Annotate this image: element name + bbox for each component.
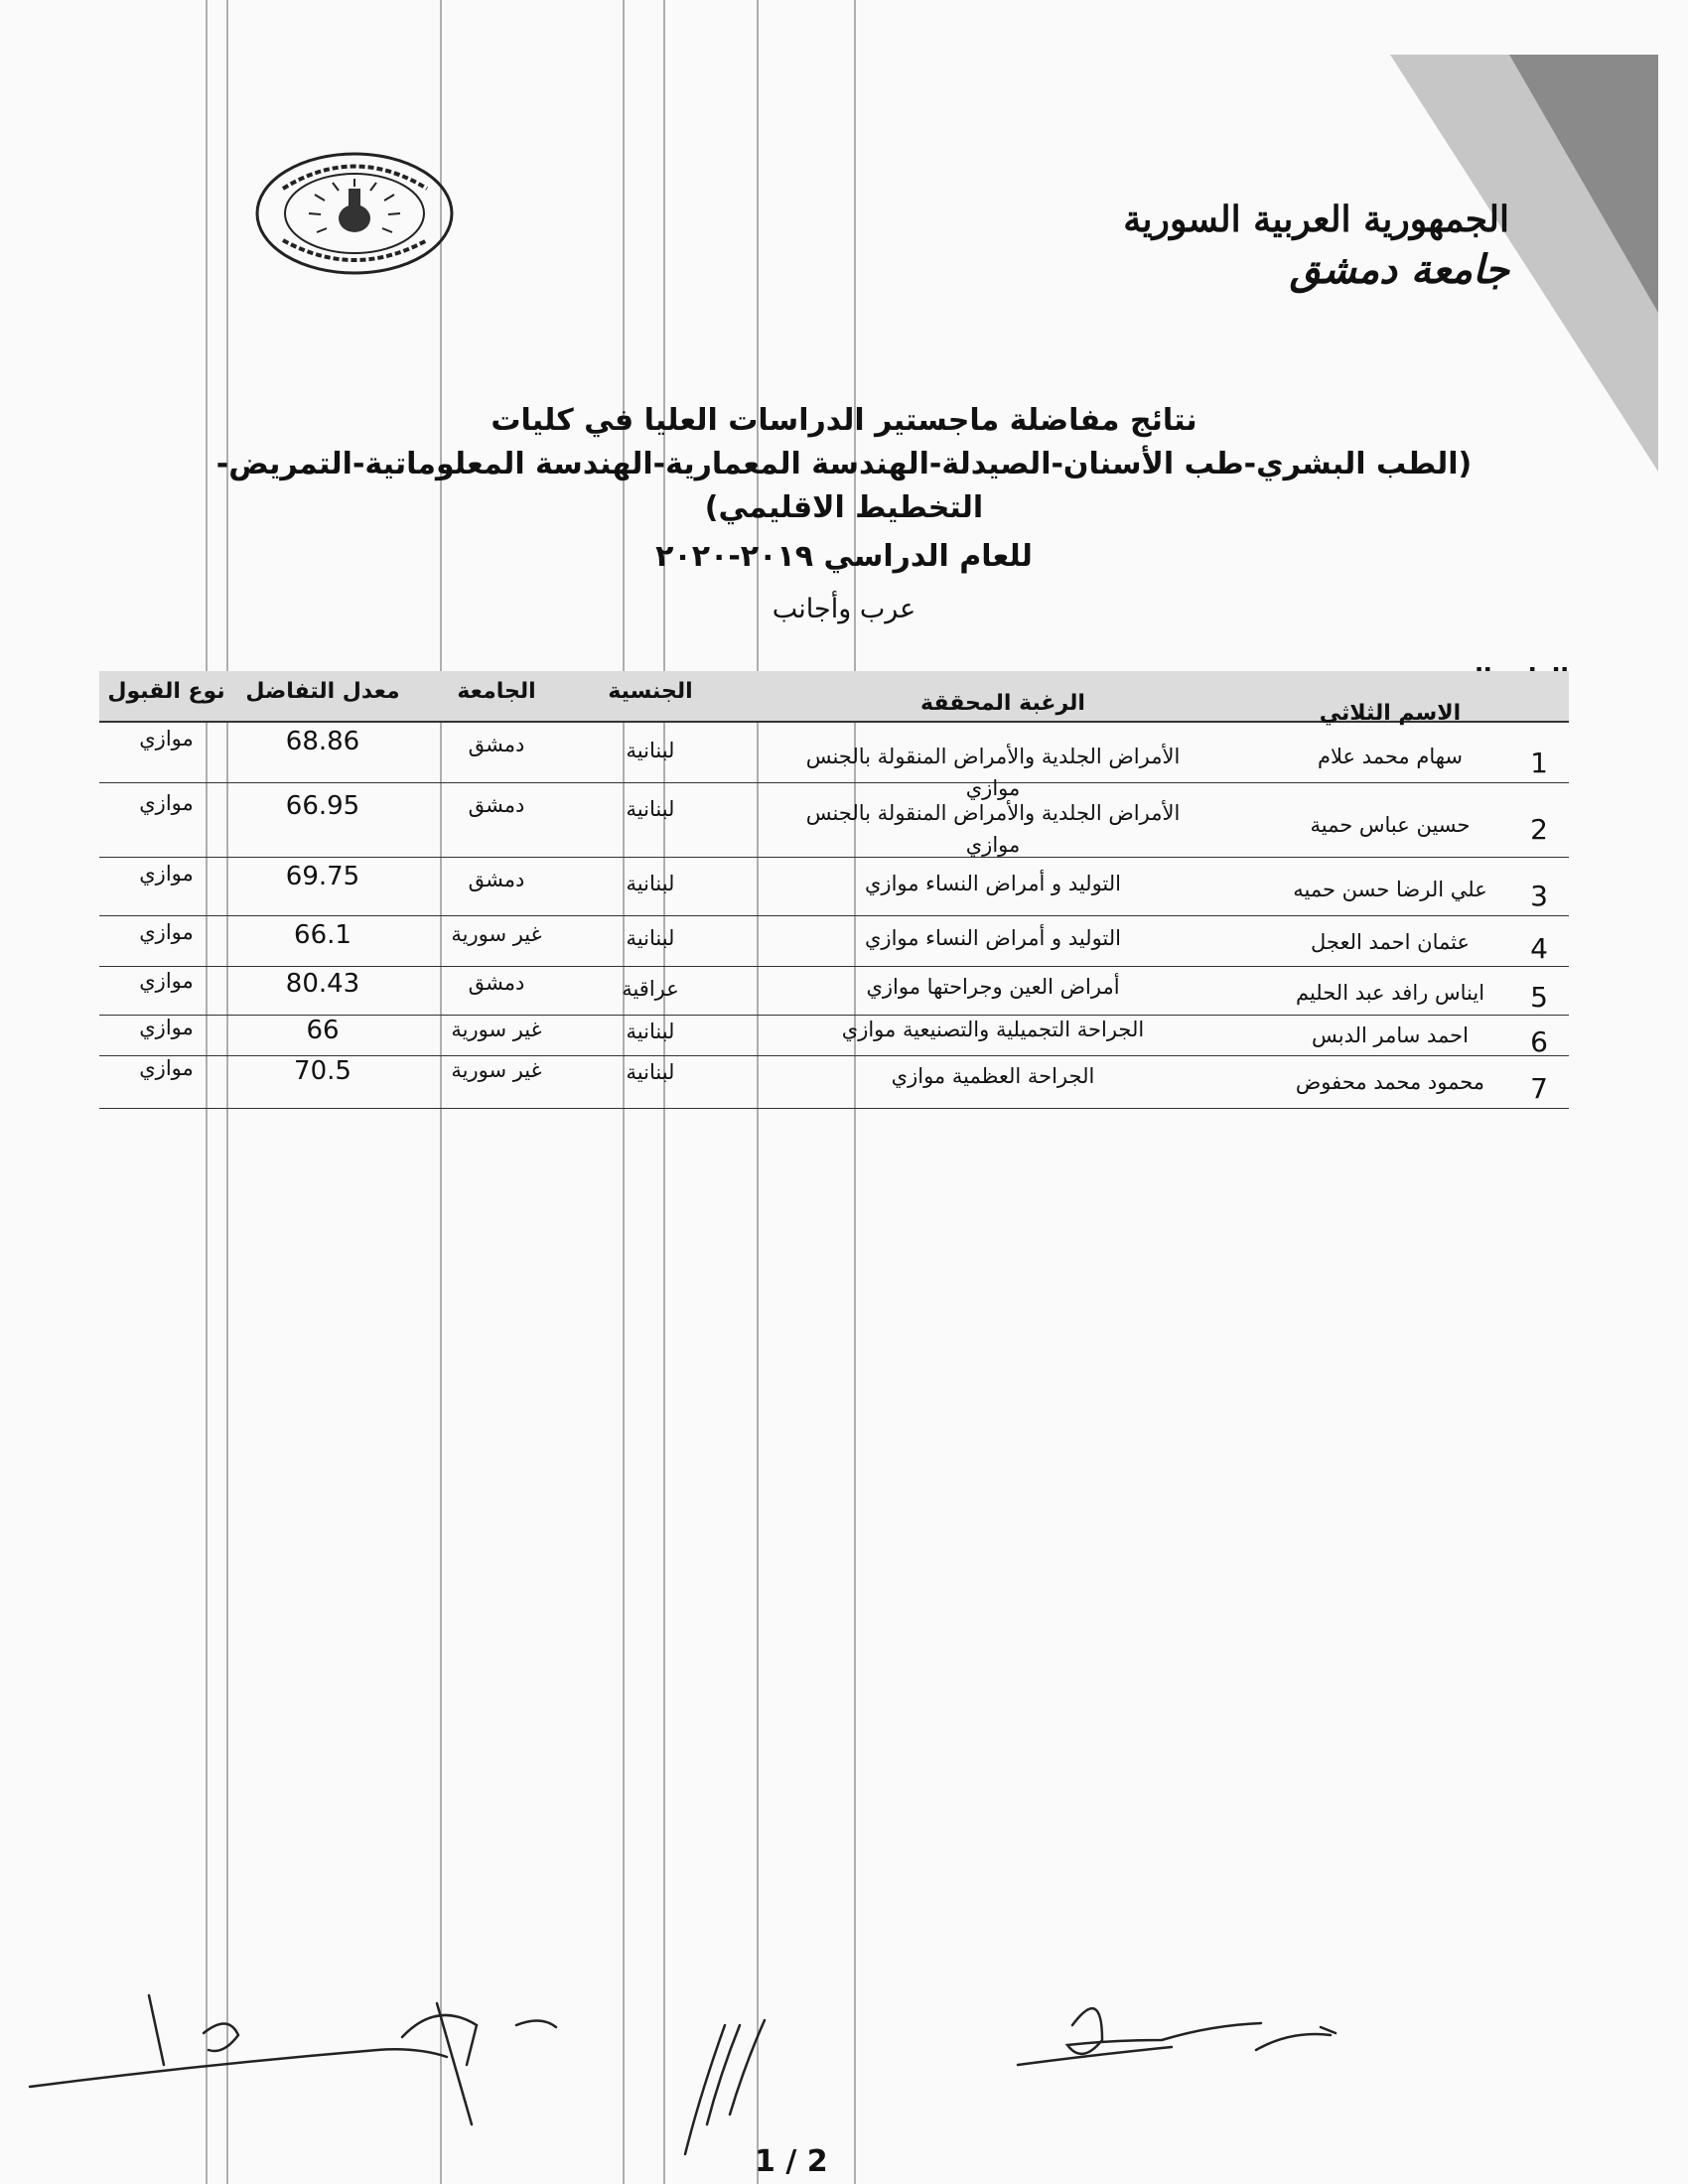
title-line-4: عرب وأجانب [772,594,916,624]
signature-mark [149,1995,164,2065]
university-name: جامعة دمشق [1289,246,1509,293]
achieved-desire: الأمراض الجلدية والأمراض المنقولة بالجنس موازي [805,745,1181,800]
admission-type: موازي [139,1056,194,1080]
achieved-desire: الأمراض الجلدية والأمراض المنقولة بالجنس موازي [805,801,1181,857]
achieved-desire: التوليد و أمراض النساء موازي [865,926,1121,950]
achieved-desire: أمراض العين وجراحتها موازي [866,975,1120,999]
page-number: 1 / 2 [755,2144,828,2179]
average: 70.5 [294,1056,352,1086]
university: دمشق [468,971,525,995]
folded-corner-shadow [1509,55,1658,313]
signature-mark [204,2023,238,2051]
title-line-1: نتائج مفاضلة ماجستير الدراسات العليا في كليات [491,403,1197,438]
title-line-2: (الطب البشري-طب الأسنان-الصيدلة-الهندسة المعمارية-الهندسة المعلوماتية-التمريض-التخطيط الاقليمي) [215,447,1473,525]
nationality: لبنانية [626,872,675,895]
admission-type: موازي [139,727,194,751]
nationality: لبنانية [626,1020,675,1043]
row-number: 7 [1530,1072,1548,1105]
table-row [99,1016,1569,1056]
student-name: حسين عباس حمية [1310,813,1471,837]
table-row [99,858,1569,916]
average: 80.43 [285,969,360,999]
student-name: سهام محمد علام [1317,745,1464,768]
table-row [99,783,1569,858]
achieved-desire: الجراحة التجميلية والتصنيعية موازي [841,1018,1145,1041]
signature-mark [516,2020,556,2027]
university: دمشق [468,868,525,891]
table-header [99,671,1569,726]
table-row [99,1056,1569,1109]
results-table [99,671,1569,1109]
university: غير سورية [451,922,542,946]
admission-type: موازي [139,1016,194,1039]
table-row [99,916,1569,967]
student-name: احمد سامر الدبس [1311,1024,1470,1047]
admission-type: موازي [139,969,194,993]
country-name: الجمهورية العربية السورية [1123,199,1509,240]
table-row [99,723,1569,800]
header-type: نوع القبول [107,679,225,704]
average: 69.75 [285,862,360,891]
document-title [199,399,1489,631]
row-number: 4 [1530,932,1548,965]
title-line-3: للعام الدراسي ٢٠١٩-٢٠٢٠ [655,539,1033,574]
row-number: 3 [1530,880,1548,912]
university: دمشق [468,793,525,817]
admission-type: موازي [139,920,194,944]
admission-type: موازي [139,791,194,815]
university: دمشق [468,733,525,756]
row-number: 6 [1530,1025,1548,1058]
table-row [99,967,1569,1016]
nationality: عراقية [622,977,679,1001]
row-number: 2 [1530,813,1548,846]
average: 66 [306,1016,340,1045]
row-number: 5 [1530,981,1548,1014]
row-number: 1 [1530,747,1548,779]
nationality: لبنانية [626,1060,675,1084]
university: غير سورية [451,1058,542,1082]
student-name: علي الرضا حسن حميه [1293,878,1487,901]
nationality: لبنانية [626,739,675,762]
average: 66.95 [285,791,360,821]
student-name: محمود محمد محفوض [1295,1070,1485,1094]
nationality: لبنانية [626,797,675,821]
average: 66.1 [294,920,352,950]
admission-type: موازي [139,862,194,886]
signature-mark [1256,2027,1336,2050]
student-name: ايناس رافد عبد الحليم [1295,981,1485,1005]
nationality: لبنانية [626,926,675,950]
achieved-desire: الجراحة العظمية موازي [891,1064,1095,1088]
signature-mark [1018,2047,1172,2065]
header-university: الجامعة [457,679,536,704]
student-name: عثمان احمد العجل [1311,930,1470,954]
signature-mark [30,2049,447,2087]
header-nationality: الجنسية [608,679,693,704]
university-seal-logo [253,149,457,278]
achieved-desire: التوليد و أمراض النساء موازي [865,872,1121,895]
signatures [0,1916,1688,2174]
signature-mark [685,2020,765,2154]
header-desire: الرغبة المحققة [920,691,1085,716]
average: 68.86 [285,727,360,756]
university: غير سورية [451,1018,542,1041]
header-average: معدل التفاضل [245,679,400,704]
header-name: الاسم الثلاثي [1319,701,1462,726]
signature-mark [402,2003,477,2124]
letterhead [1123,199,1509,293]
